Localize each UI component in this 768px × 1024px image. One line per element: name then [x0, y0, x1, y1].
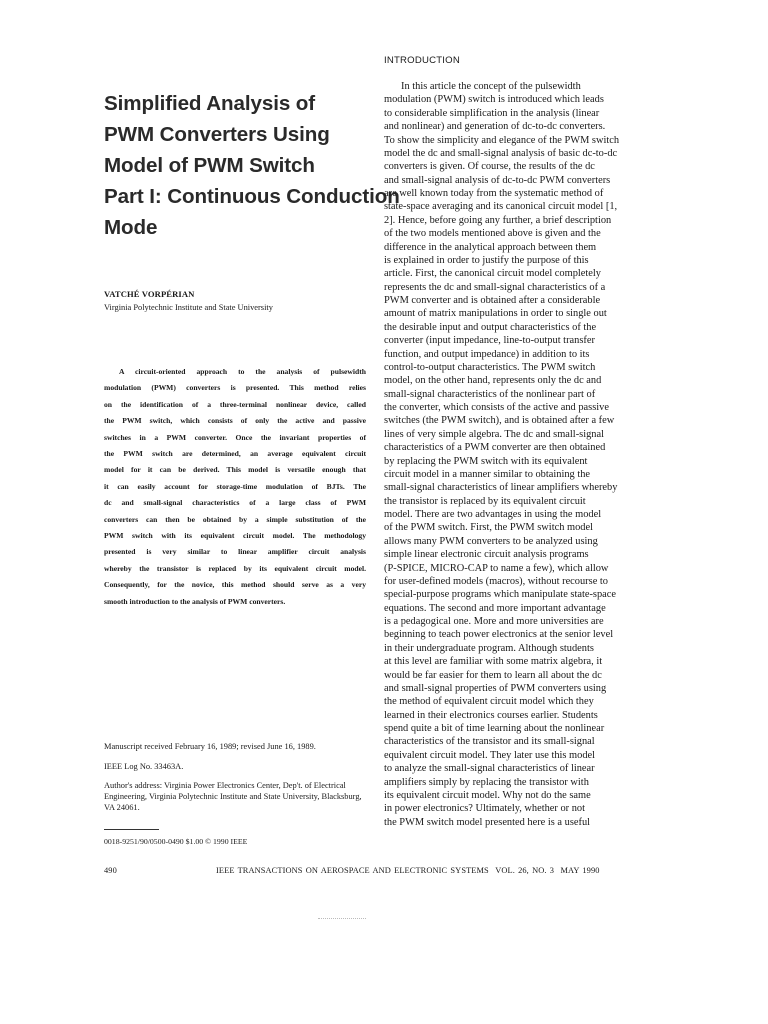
author-name: VATCHÉ VORPÉRIAN — [104, 289, 195, 299]
intro-line: (P-SPICE, MICRO-CAP to name a few), which allow — [384, 562, 609, 574]
ieee-log-number: IEEE Log No. 33463A. — [104, 761, 184, 771]
abstract-line: dc and small-signal characteristics of a large class of PWM — [104, 498, 366, 508]
manuscript-received: Manuscript received February 16, 1989; revised June 16, 1989. — [104, 742, 316, 751]
abstract-line: presented is very similar to linear amplifier circuit analysis — [104, 547, 366, 557]
intro-line: the desirable input and output characteristics of the — [384, 321, 597, 333]
abstract-line: on the identification of a three-terminal nonlinear device, called — [104, 399, 366, 409]
intro-line: characteristics of the transistor and its small-signal — [384, 736, 595, 748]
intro-line: function, and output impedance) in addition to its — [384, 348, 590, 360]
intro-line: simple linear electronic circuit analysis programs — [384, 549, 589, 561]
intro-line: In this article the concept of the pulsewidth — [401, 81, 581, 92]
abstract-line: the PWM switch, which consists of only the active and passive — [104, 416, 366, 426]
intro-line: switches (the PWM switch), and is obtained after a few — [384, 415, 615, 427]
intro-line: learned in their electronics courses earlier. Students — [384, 709, 598, 721]
intro-line: control-to-output characteristics. The PWM switch — [384, 361, 596, 373]
journal-name: IEEE TRANSACTIONS ON AEROSPACE AND ELECTRONIC SYSTEMS — [216, 866, 489, 875]
intro-line: equivalent circuit model. They later use this model — [384, 749, 596, 761]
intro-line: converter (input impedance, line-to-output transfer — [384, 335, 595, 347]
intro-line: PWM converter and is obtained after a considerable — [384, 295, 601, 306]
intro-line: is a pedagogical one. More and more universities are — [384, 616, 604, 627]
intro-line: circuit model in a manner similar to obtaining the — [384, 468, 591, 480]
intro-line: spend quite a bit of time learning about the nonlinear — [384, 723, 605, 734]
section-heading-introduction: INTRODUCTION — [384, 55, 460, 66]
intro-line: To show the simplicity and elegance of the PWM switch — [384, 134, 620, 146]
abstract-line: modulation (PWM) converters is presented. This method relies — [104, 383, 366, 393]
intro-line: and nonlinear) and generation of dc-to-dc converters. — [384, 121, 606, 133]
intro-line: amount of matrix manipulations in order to single out — [384, 308, 607, 320]
abstract-line: converters can then be obtained by a simple substitution of the — [104, 514, 366, 524]
intro-line: model. There are two advantages in using the model — [384, 509, 602, 520]
intro-line: allows many PWM converters to be analyzed using — [384, 535, 598, 547]
article-title — [104, 88, 400, 243]
abstract-line: PWM switch with its equivalent circuit model. The methodology — [104, 531, 366, 541]
intro-line: of the PWM switch. First, the PWM switch model — [384, 522, 593, 534]
introduction-text — [384, 80, 654, 829]
title-line: Simplified Analysis of — [104, 92, 316, 115]
intro-line: its equivalent circuit model. Why not do the same — [384, 789, 591, 801]
intro-line: would be far easier for them to learn all about the dc — [384, 669, 602, 681]
intro-line: is explained in order to justify the purpose of this — [384, 254, 589, 266]
intro-line: special-purpose programs which manipulate state-space — [384, 589, 616, 601]
intro-line: small-signal characteristics of the nonlinear part of — [384, 388, 596, 400]
intro-line: for user-defined models (macros), without recourse to — [384, 575, 608, 587]
intro-line: and small-signal analysis of dc-to-dc PWM converters — [384, 174, 611, 186]
title-line: Model of PWM Switch — [104, 154, 315, 177]
intro-line: to analyze the small-signal characteristics of linear — [384, 763, 595, 775]
intro-line: the transistor is replaced by its equivalent circuit — [384, 495, 586, 507]
abstract — [104, 364, 366, 610]
intro-line: converters is given. Of course, the results of the dc — [384, 161, 595, 173]
intro-line: the PWM switch model presented here is a useful — [384, 816, 591, 828]
scan-artifact — [318, 918, 366, 921]
intro-line: small-signal characteristics of linear amplifiers whereby — [384, 482, 618, 494]
title-line: PWM Converters Using — [104, 123, 330, 146]
intro-line: and small-signal properties of PWM converters using — [384, 682, 607, 694]
abstract-line: it can easily account for storage-time modulation of BJTs. The — [104, 481, 366, 491]
intro-line: amplifiers simply by replacing the transistor with — [384, 776, 589, 788]
abstract-line: Consequently, for the novice, this method should serve as a very — [104, 580, 366, 590]
manuscript-notes — [104, 741, 366, 847]
intro-line: equations. The second and more important advantage — [384, 602, 606, 614]
notes-divider — [104, 829, 159, 830]
intro-line: to considerable simplification in the analysis (linear — [384, 107, 600, 119]
journal-volume: VOL. 26, NO. 3 — [495, 866, 555, 875]
author-address: Author's address: Virginia Power Electronics Center, Dep't. of Electrical Engineering, Virginia Polytechnic Institute and State University, Blacksburg, VA 24061. — [104, 781, 362, 812]
intro-line: modulation (PWM) switch is introduced which leads — [384, 94, 604, 106]
intro-line: at this level are familiar with some matrix algebra, it — [384, 656, 603, 668]
intro-line: are well known today from the systematic method of — [384, 188, 604, 199]
intro-line: of the two models mentioned above is given and the — [384, 228, 601, 240]
intro-line: state-space averaging and its canonical circuit model [1, — [384, 201, 618, 213]
intro-line: characteristics of a PWM converter are then obtained — [384, 442, 606, 454]
intro-line: difference in the analytical approach between them — [384, 241, 597, 253]
intro-line: beginning to teach power electronics at the senior level — [384, 629, 614, 641]
title-line: Part I: Continuous Conduction — [104, 185, 400, 208]
intro-line: represents the dc and small-signal characteristics of a — [384, 281, 606, 293]
intro-line: article. First, the canonical circuit model completely — [384, 268, 601, 280]
intro-line: lines of very simple algebra. The dc and small-signal — [384, 428, 604, 440]
page-number: 490 — [104, 866, 117, 875]
intro-line: by replacing the PWM switch with its equivalent — [384, 455, 588, 467]
intro-line: in power electronics? Ultimately, whether or not — [384, 803, 586, 815]
abstract-line: switches in a PWM converter. Once the invariant properties of — [104, 432, 366, 442]
abstract-line: smooth introduction to the analysis of PWM converters. — [104, 596, 286, 606]
intro-line: model the dc and small-signal analysis of basic dc-to-dc — [384, 147, 618, 159]
abstract-line: model for it can be derived. This model is versatile enough that — [104, 465, 366, 475]
journal-date: MAY 1990 — [560, 866, 600, 875]
left-column — [104, 88, 400, 610]
intro-line: the method of equivalent circuit model which they — [384, 696, 594, 708]
abstract-line: whereby the transistor is replaced by its equivalent circuit model. — [104, 563, 366, 573]
author-affiliation: Virginia Polytechnic Institute and State University — [104, 303, 273, 312]
abstract-line: the PWM switch are determined, an average equivalent circuit — [104, 449, 366, 459]
copyright-code: 0018-9251/90/0500-0490 $1.00 © 1990 IEEE — [104, 837, 248, 846]
intro-line: model, on the other hand, represents only the dc and — [384, 375, 602, 387]
intro-line: in their undergraduate program. Although students — [384, 642, 594, 654]
title-line: Mode — [104, 216, 158, 239]
journal-info — [216, 866, 600, 875]
abstract-line: A circuit-oriented approach to the analysis of pulsewidth — [119, 367, 366, 376]
intro-line: the converter, which consists of the active and passive — [384, 402, 609, 413]
intro-line: 2]. Hence, before going any further, a brief description — [384, 214, 612, 226]
right-column — [384, 55, 654, 829]
